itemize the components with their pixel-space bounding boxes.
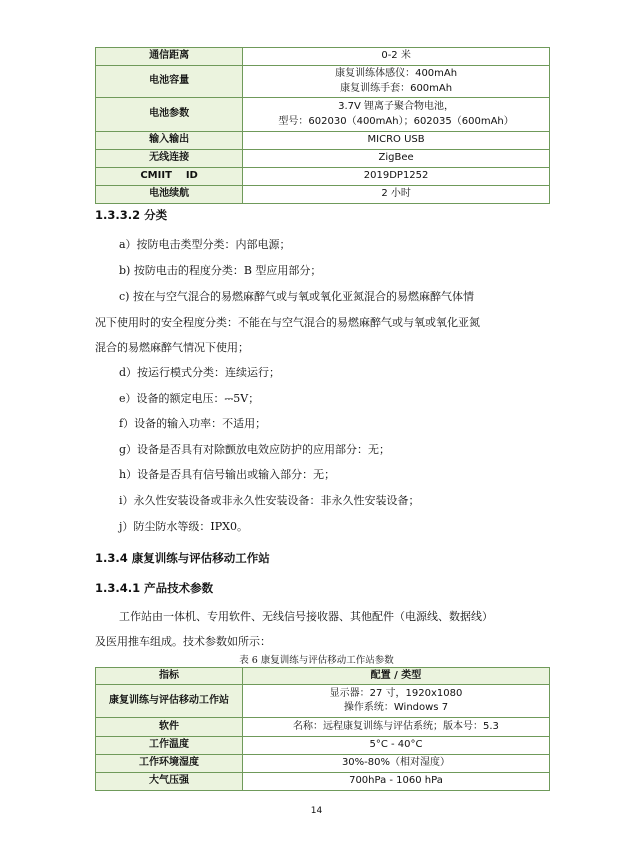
- row-label: 工作环境湿度: [96, 755, 243, 773]
- row-label: 电池容量: [96, 66, 243, 98]
- row-label: 输入输出: [96, 132, 243, 150]
- paragraph-line: 工作站由一体机、专用软件、无线信号接收器、其他配件（电源线、数据线）: [119, 610, 493, 623]
- table-row: [96, 755, 550, 773]
- value-line: 3.7V 锂离子聚合物电池，: [338, 101, 455, 112]
- row-label: 大气压强: [96, 773, 243, 791]
- column-header: 指标: [96, 668, 243, 685]
- list-item: d）按运行模式分类：连续运行；: [119, 366, 281, 379]
- row-label: 工作温度: [96, 737, 243, 755]
- table-row: [96, 168, 550, 186]
- row-value: 2019DP1252: [243, 168, 550, 186]
- row-label: 康复训练与评估移动工作站: [96, 685, 243, 718]
- row-value: 0-2 米: [243, 48, 550, 66]
- table-row: [96, 773, 550, 791]
- list-item: f）设备的输入功率：不适用；: [119, 417, 267, 430]
- list-item-continued: 混合的易燃麻醉气情况下使用；: [95, 341, 249, 354]
- row-value: MICRO USB: [243, 132, 550, 150]
- list-item-continued: 况下使用时的安全程度分类：不能在与空气混合的易燃麻醉气或与氧或氧化亚氮: [95, 316, 480, 329]
- row-label: 电池参数: [96, 98, 243, 132]
- spec-table: [95, 47, 550, 204]
- workstation-spec-table: [95, 667, 550, 791]
- value-line: 显示器：27 寸，1920x1080: [329, 687, 463, 699]
- row-value: 5°C - 40°C: [242, 737, 549, 755]
- table-row: [96, 718, 550, 737]
- list-item: h）设备是否具有信号输出或输入部分：无；: [119, 468, 336, 481]
- value-line: 型号：602030（400mAh）；602035（600mAh）: [278, 115, 514, 127]
- list-item: c) 按在与空气混合的易燃麻醉气或与氧或氧化亚氮混合的易燃麻醉气体情: [119, 290, 474, 303]
- table-row: [96, 66, 550, 98]
- table-row: [96, 737, 550, 755]
- table-row: [96, 150, 550, 168]
- list-item: g）设备是否具有对除颤放电效应防护的应用部分：无；: [119, 443, 391, 456]
- row-label: 软件: [96, 718, 243, 737]
- row-value: [243, 98, 550, 132]
- list-item: i）永久性安装设备或非永久性安装设备：非永久性安装设备；: [119, 494, 420, 507]
- section-heading-1341: 1.3.4.1 产品技术参数: [95, 581, 214, 595]
- row-label: 电池续航: [96, 186, 243, 204]
- value-line: 康复训练体感仪：400mAh: [335, 68, 458, 79]
- row-value: [243, 66, 550, 98]
- row-value: 2 小时: [243, 186, 550, 204]
- list-item: e）设备的额定电压：⎓5V；: [119, 392, 260, 405]
- list-item: j）防尘防水等级：IPX0。: [119, 520, 248, 533]
- column-header: 配置 / 类型: [242, 668, 549, 685]
- table-caption: 表 6 康复训练与评估移动工作站参数: [239, 655, 394, 666]
- table-row: [96, 98, 550, 132]
- table-row: [96, 132, 550, 150]
- row-value: 名称：远程康复训练与评估系统；版本号：5.3: [242, 718, 549, 737]
- value-line: 康复训练手套：600mAh: [340, 82, 453, 94]
- list-item: b) 按防电击的程度分类：B 型应用部分；: [119, 264, 322, 277]
- row-label: 无线连接: [96, 150, 243, 168]
- row-value: 700hPa - 1060 hPa: [242, 773, 549, 791]
- row-label: 通信距离: [96, 48, 243, 66]
- row-value: 30%-80%（相对湿度）: [242, 755, 549, 773]
- table-row: [96, 48, 550, 66]
- section-heading-1332: 1.3.3.2 分类: [95, 208, 168, 222]
- table-row: [96, 685, 550, 718]
- section-heading-134: 1.3.4 康复训练与评估移动工作站: [95, 551, 270, 565]
- value-line: 操作系统：Windows 7: [343, 702, 449, 713]
- row-label: CMIIT ID: [96, 168, 243, 186]
- list-item: a）按防电击类型分类：内部电源；: [119, 238, 291, 251]
- row-value: [242, 685, 549, 718]
- page-number: 14: [310, 806, 323, 816]
- row-value: ZigBee: [243, 150, 550, 168]
- table-header-row: [96, 668, 550, 685]
- table-row: [96, 186, 550, 204]
- paragraph-line: 及医用推车组成。技术参数如所示：: [95, 635, 271, 648]
